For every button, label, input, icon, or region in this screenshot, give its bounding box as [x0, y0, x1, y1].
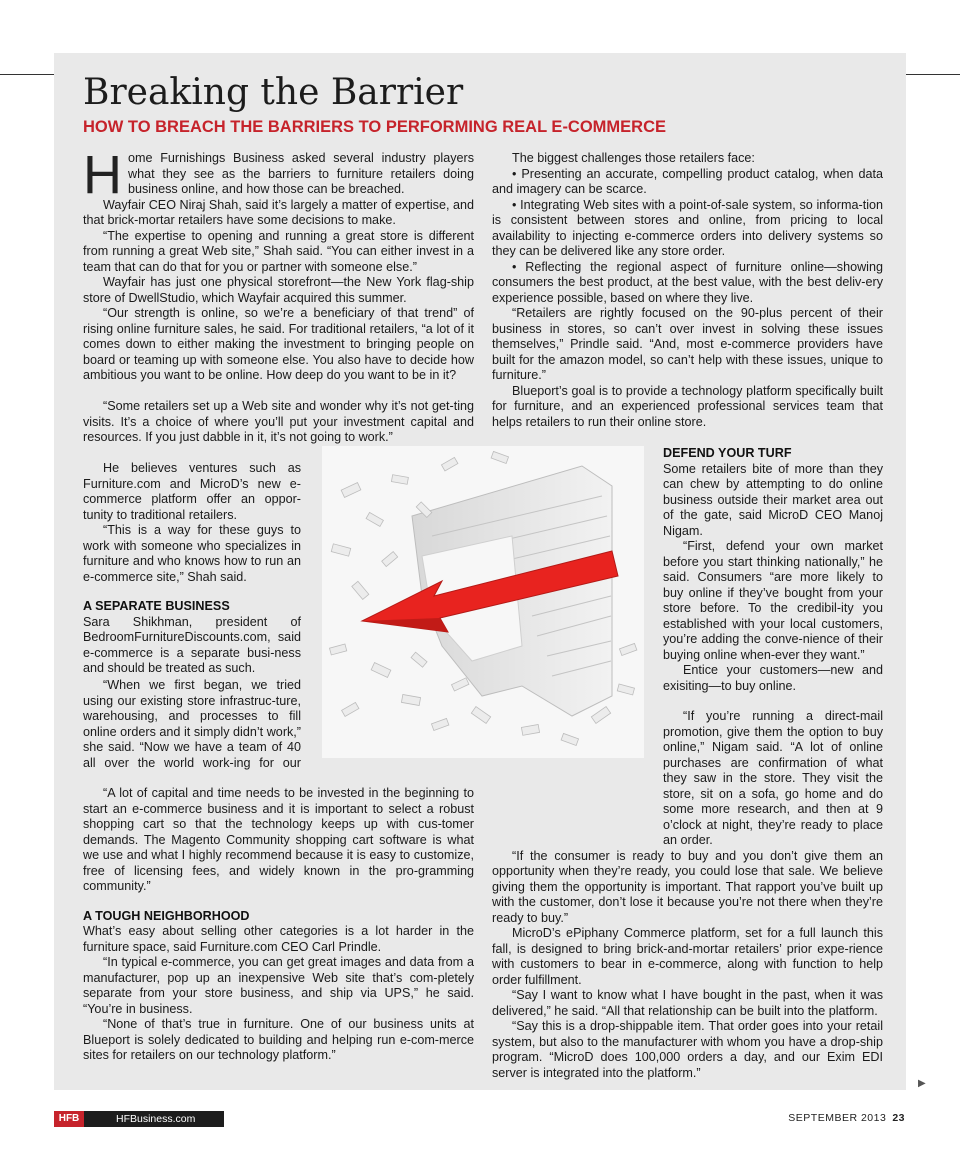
- footer-site-link[interactable]: HFBusiness.com: [116, 1113, 196, 1125]
- article-subtitle: HOW TO BREACH THE BARRIERS TO PERFORMING REAL E-COMMERCE: [83, 118, 667, 136]
- bullet-item: • Presenting an accurate, compelling product catalog, when data and imagery can be scarce.: [492, 166, 883, 196]
- bullet-item: • Integrating Web sites with a point-of-sale system, so informa-tion is consistent between stores and online, from pricing to local availability to injecting e-commerce orders into delivery systems so they can be delivered like any store order.: [492, 197, 883, 258]
- left-column-narrow-2: [83, 678, 301, 771]
- body-paragraph: “A lot of capital and time needs to be invested in the beginning to start an e-commerce business and it is important to select a robust shopping cart so that the technology keeps up with cus-tomer demands. The Magento Community shopping cart software is what we use and what I highly recommend because it is easy to customize, free of licensing fees, and widely known in the pro-gramming community.”: [83, 786, 474, 893]
- section-heading-neighborhood: A TOUGH NEIGHBORHOOD: [83, 908, 250, 923]
- body-paragraph: The biggest challenges those retailers face:: [512, 151, 755, 165]
- drop-cap: H: [83, 145, 122, 205]
- body-paragraph: “Say I want to know what I have bought in the past, when it was delivered,” he said. “All that relationship can be built into the platform.: [492, 988, 883, 1018]
- top-rule-right: [906, 74, 960, 75]
- top-rule-left: [0, 74, 54, 75]
- page-number: 23: [892, 1112, 905, 1124]
- body-paragraph: “The expertise to opening and running a great store is different from running a great Web site,” Shah said. “You can either invest in a team that can do that for you or partner with someone else.”: [83, 228, 474, 274]
- body-paragraph: What’s easy about selling other categories is a lot harder in the furniture space, said Furniture.com CEO Carl Prindle.: [83, 924, 474, 954]
- section-heading-turf: DEFEND YOUR TURF: [663, 446, 792, 460]
- body-paragraph: Wayfair CEO Niraj Shah, said it’s largely a matter of expertise, and that brick-mortar retailers have some decisions to make.: [83, 197, 474, 227]
- body-paragraph: MicroD’s ePiphany Commerce platform, set for a full launch this fall, is designed to bring brick-and-mortar retailers’ prior expe-rience with customers to bear in e-commerce, along with function to help order fulfillment.: [492, 926, 883, 987]
- body-paragraph: Wayfair has just one physical storefront—the New York flag-ship store of DwellStudio, which Wayfair acquired this summer.: [83, 275, 474, 305]
- body-paragraph: “First, defend your own market before you start thinking nationally,” he said. Consumers “are more likely to buy online if they’ve bought from your store before. To the credibil-ity you established with your local customers, you’re adding the conve-nience of their buying online when-ever they want.”: [663, 539, 883, 662]
- section-heading-separate: A SEPARATE BUSINESS: [83, 599, 230, 613]
- left-column-paragraph-wide: [83, 399, 474, 446]
- body-paragraph: “Our strength is online, so we’re a beneficiary of that trend” of rising online furniture sales, he said. For traditional retailers, “a lot of it comes down to either making the investment to bringing people on board or teaming up with someone else. You also have to decide how ambitious you want to be online. How deep do you want to be in it?: [83, 306, 474, 382]
- footer-issue-date: SEPTEMBER 2013: [788, 1112, 887, 1124]
- body-paragraph: Sara Shikhman, president of BedroomFurnitureDiscounts.com, said e-commerce is a separate busi-ness and should be treated as such.: [83, 614, 301, 675]
- lead-paragraph: Home Furnishings Business asked several industry players what they see as the barriers to furniture retailers doing business online, and how those can be breached.: [83, 145, 474, 205]
- bullet-item: • Reflecting the regional aspect of furniture online—showing consumers the best product, at the best value, with the best deliv-ery experience possible, based on where they live.: [492, 259, 883, 305]
- article-title: Breaking the Barrier: [83, 72, 464, 113]
- body-paragraph: “None of that’s true in furniture. One of our business units at Blueport is solely dedicated to building and helping run e-com-merce sites for retailers on our technology platform.”: [83, 1017, 474, 1062]
- body-paragraph: Entice your customers—new and exisiting—to buy online.: [663, 663, 883, 693]
- right-column-narrow: [663, 432, 883, 694]
- body-paragraph: “If the consumer is ready to buy and you don’t give them an opportunity when they’re ready, you could lose that sale. We believe giving them the opportunity is important. That rapport you’ve built up with the customer, don’t lose it because you’re not there when they’re ready to buy.”: [492, 848, 883, 925]
- footer-folio: [788, 1112, 905, 1124]
- left-column-top: [83, 145, 474, 384]
- body-paragraph: Blueport’s goal is to provide a technology platform specifically built for furniture, and an experienced professional services team that helps retailers to run their online store.: [492, 383, 883, 429]
- body-paragraph: Some retailers bite of more than they can chew by attempting to do online business outside their market area out of the gate, said MicroD CEO Manoj Nigam.: [663, 461, 883, 538]
- body-paragraph: He believes ventures such as Furniture.com and MicroD’s new e-commerce platform offer an oppor-tunity to traditional retailers.: [83, 461, 301, 522]
- brick-wall-breakthrough-icon: [322, 446, 644, 758]
- body-paragraph: “Say this is a drop-shippable item. That order goes into your retail system, but also to the manufacturer with whom you have a drop-ship program. “MicroD does 100,000 orders a day, and our Exim EDI server is integrated into the platform.”: [492, 1019, 883, 1080]
- body-paragraph: “In typical e-commerce, you can get great images and data from a manufacturer, pop up an inexpensive Web site that’s com-pletely separate from your store business, and ship via UPS,” he said. “You’re in business.: [83, 955, 474, 1016]
- body-paragraph: “Retailers are rightly focused on the 90-plus percent of their business in stores, so can’t over invest in solving these issues themselves,” Prindle said. “And, most e-commerce providers have built for the amazon model, so can’t help with these issues, unique to furniture.”: [492, 306, 883, 382]
- continue-arrow-icon: ▶: [918, 1078, 926, 1089]
- body-paragraph: “Some retailers set up a Web site and wonder why it’s not get-ting visits. It’s a choice of where you’ll put your investment capital and resources. If you just dabble in it, it’s not going to work.”: [83, 399, 474, 444]
- body-paragraph: “If you’re running a direct-mail promotion, give them the option to buy online,” Nigam said. “A lot of online purchases are confirmation of what they saw in the store. They visit the store, sit on a sofa, go home and do some more research, and then at 9 o’clock at night, they’re ready to place an order.: [663, 709, 883, 847]
- footer-brand-bar: [54, 1111, 224, 1127]
- brick-wall-illustration: [322, 446, 644, 758]
- left-column-bottom: [83, 786, 474, 1064]
- right-column-top: [492, 151, 883, 430]
- footer-logo: HFB: [54, 1111, 84, 1127]
- left-column-narrow: [83, 461, 301, 677]
- right-column-bottom: [492, 709, 883, 1081]
- body-paragraph: “This is a way for these guys to work with someone who specializes in furniture and who knows how to run an e-commerce site,” Shah said.: [83, 523, 301, 584]
- body-paragraph: “When we first began, we tried using our existing store infrastruc-ture, warehousing, and processes to fill online orders and it simply didn’t work,” she said. “Now we have a team of 40 all over the world work-ing for our: [83, 678, 301, 770]
